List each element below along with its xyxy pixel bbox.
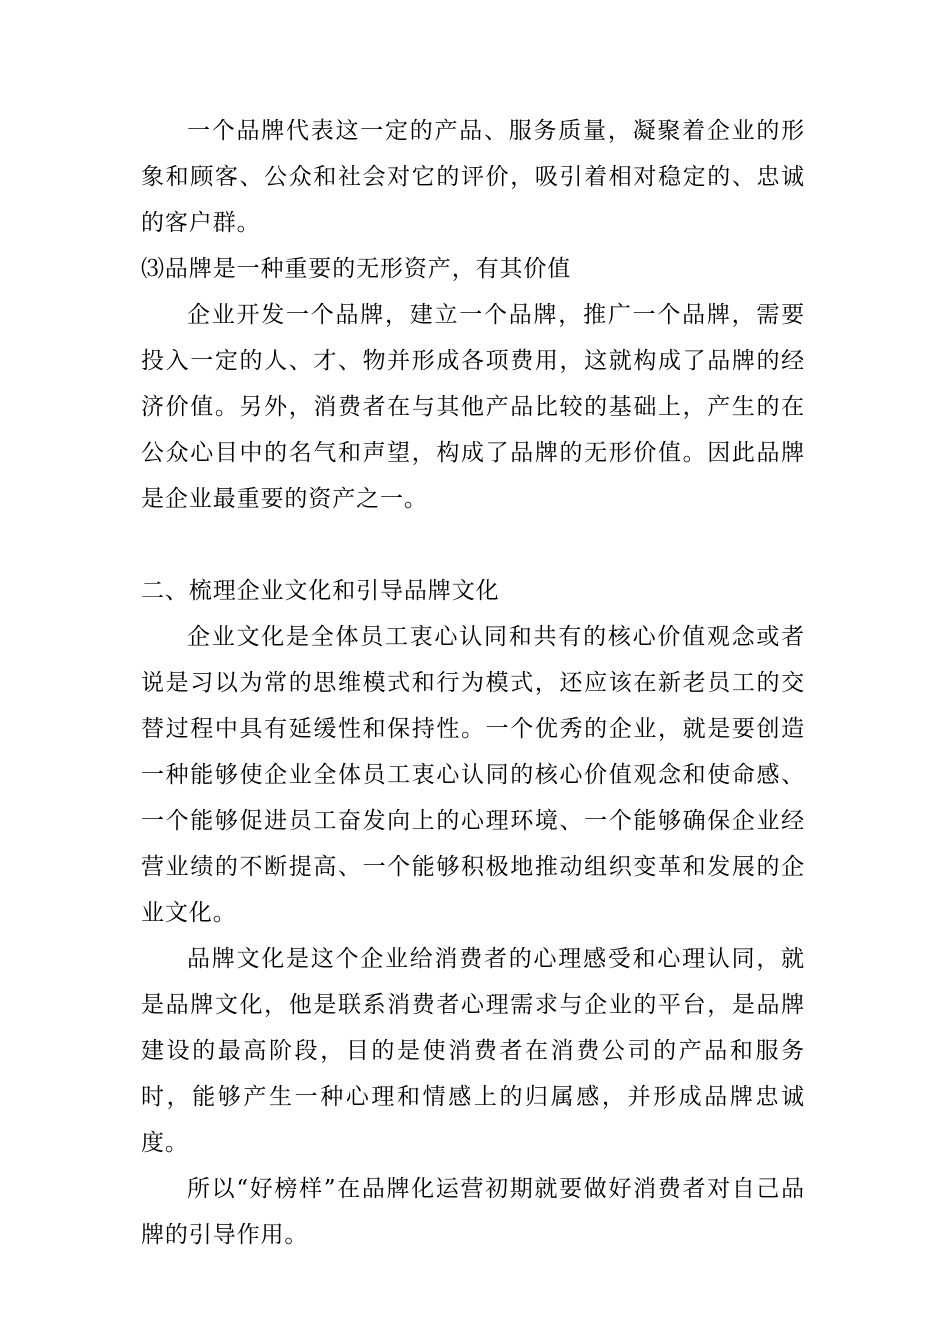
section-heading-culture: 二、梳理企业文化和引导品牌文化 bbox=[141, 578, 500, 604]
subheading-intangible-asset: ⑶品牌是一种重要的无形资产，有其价值 bbox=[141, 256, 572, 282]
paragraph-brand-value: 企业开发一个品牌，建立一个品牌，推广一个品牌，需要投入一定的人、才、物并形成各项费用，这就构成了品牌的经济价值。另外，消费者在与其他产品比较的基础上，产生的在公众心目中的名气和声望，构成了品牌的无形价值。因此品牌是企业最重要的资产之一。 bbox=[141, 302, 805, 512]
paragraph-brand-culture: 品牌文化是这个企业给消费者的心理感受和心理认同，就是品牌文化，他是联系消费者心理需求与企业的平台，是品牌建设的最高阶段，目的是使消费者在消费公司的产品和服务时，能够产生一种心理和情感上的归属感，并形成品牌忠诚度。 bbox=[141, 946, 805, 1156]
paragraph-guidance: 所以“好榜样”在品牌化运营初期就要做好消费者对自己品牌的引导作用。 bbox=[141, 1176, 805, 1248]
paragraph-corporate-culture: 企业文化是全体员工衷心认同和共有的核心价值观念或者说是习以为常的思维模式和行为模式，还应该在新老员工的交替过程中具有延缓性和保持性。一个优秀的企业，就是要创造一种能够使企业全体员工衷心认同的核心价值观念和使命感、一个能够促进员工奋发向上的心理环境、一个能够确保企业经营业绩的不断提高、一个能够积极地推动组织变革和发展的企业文化。 bbox=[141, 624, 805, 926]
document-page bbox=[141, 108, 805, 1258]
paragraph-brand-representation: 一个品牌代表这一定的产品、服务质量，凝聚着企业的形象和顾客、公众和社会对它的评价，吸引着相对稳定的、忠诚的客户群。 bbox=[141, 118, 805, 236]
